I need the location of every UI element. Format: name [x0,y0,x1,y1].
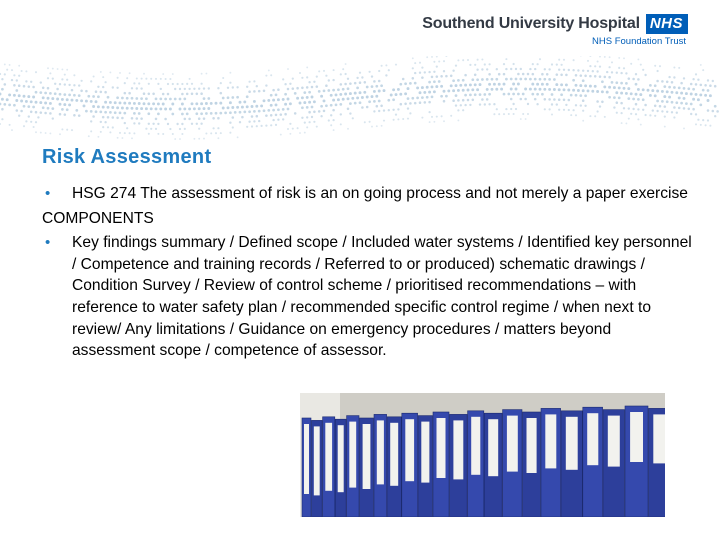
binder-label [630,412,643,462]
binder-label [405,419,414,481]
bullet-text-hsg274: HSG 274 The assessment of risk is an on going process and not merely a paper exercise [72,185,688,202]
binder-label [390,423,398,486]
binder-label [545,414,556,468]
binder-label [325,423,332,491]
binder-label [488,419,498,476]
binder-label [608,416,620,467]
binder-label [527,418,537,473]
binder-label [338,425,344,492]
bullet-item [42,232,692,362]
binder-label [437,418,446,478]
bullet-icon: • [45,185,51,202]
binder-label [587,413,598,465]
binder-label [304,424,309,494]
binder-label [363,424,371,489]
bullet-text-components: Key findings summary / Defined scope / Included water systems / Identified key personnel / Competence and training records / Referred to or produced) schematic drawings / Condition Survey / Review of control scheme / prioritised recommendations – with reference to water safety plan / recommended specific control regime / when next to review/ Any limitations / Guidance on emergency procedures / matters beyond assessment scope / competence of assessor. [72,234,692,360]
binder-label [421,422,429,483]
binder-label [314,426,320,495]
binder-label [453,420,463,479]
organisation-name: Southend University Hospital [422,15,640,32]
bullet-icon: • [45,234,51,252]
binder-label [566,417,578,470]
brand-header [422,14,688,47]
nhs-logo: NHS [646,14,688,34]
brand-row [422,14,688,34]
binder-label [471,417,480,475]
binder-label [507,416,518,472]
binder-label [349,422,356,488]
slide-title: Risk Assessment [42,146,212,168]
binder-label [377,420,384,484]
binder-label [653,414,665,463]
binders-photo [300,393,665,517]
organisation-subtitle: NHS Foundation Trust [592,36,686,47]
binders-illustration [300,393,665,517]
decorative-dot-band [0,56,720,146]
slide-content [42,183,692,362]
bullet-item [42,183,692,205]
components-heading: COMPONENTS [42,209,154,227]
